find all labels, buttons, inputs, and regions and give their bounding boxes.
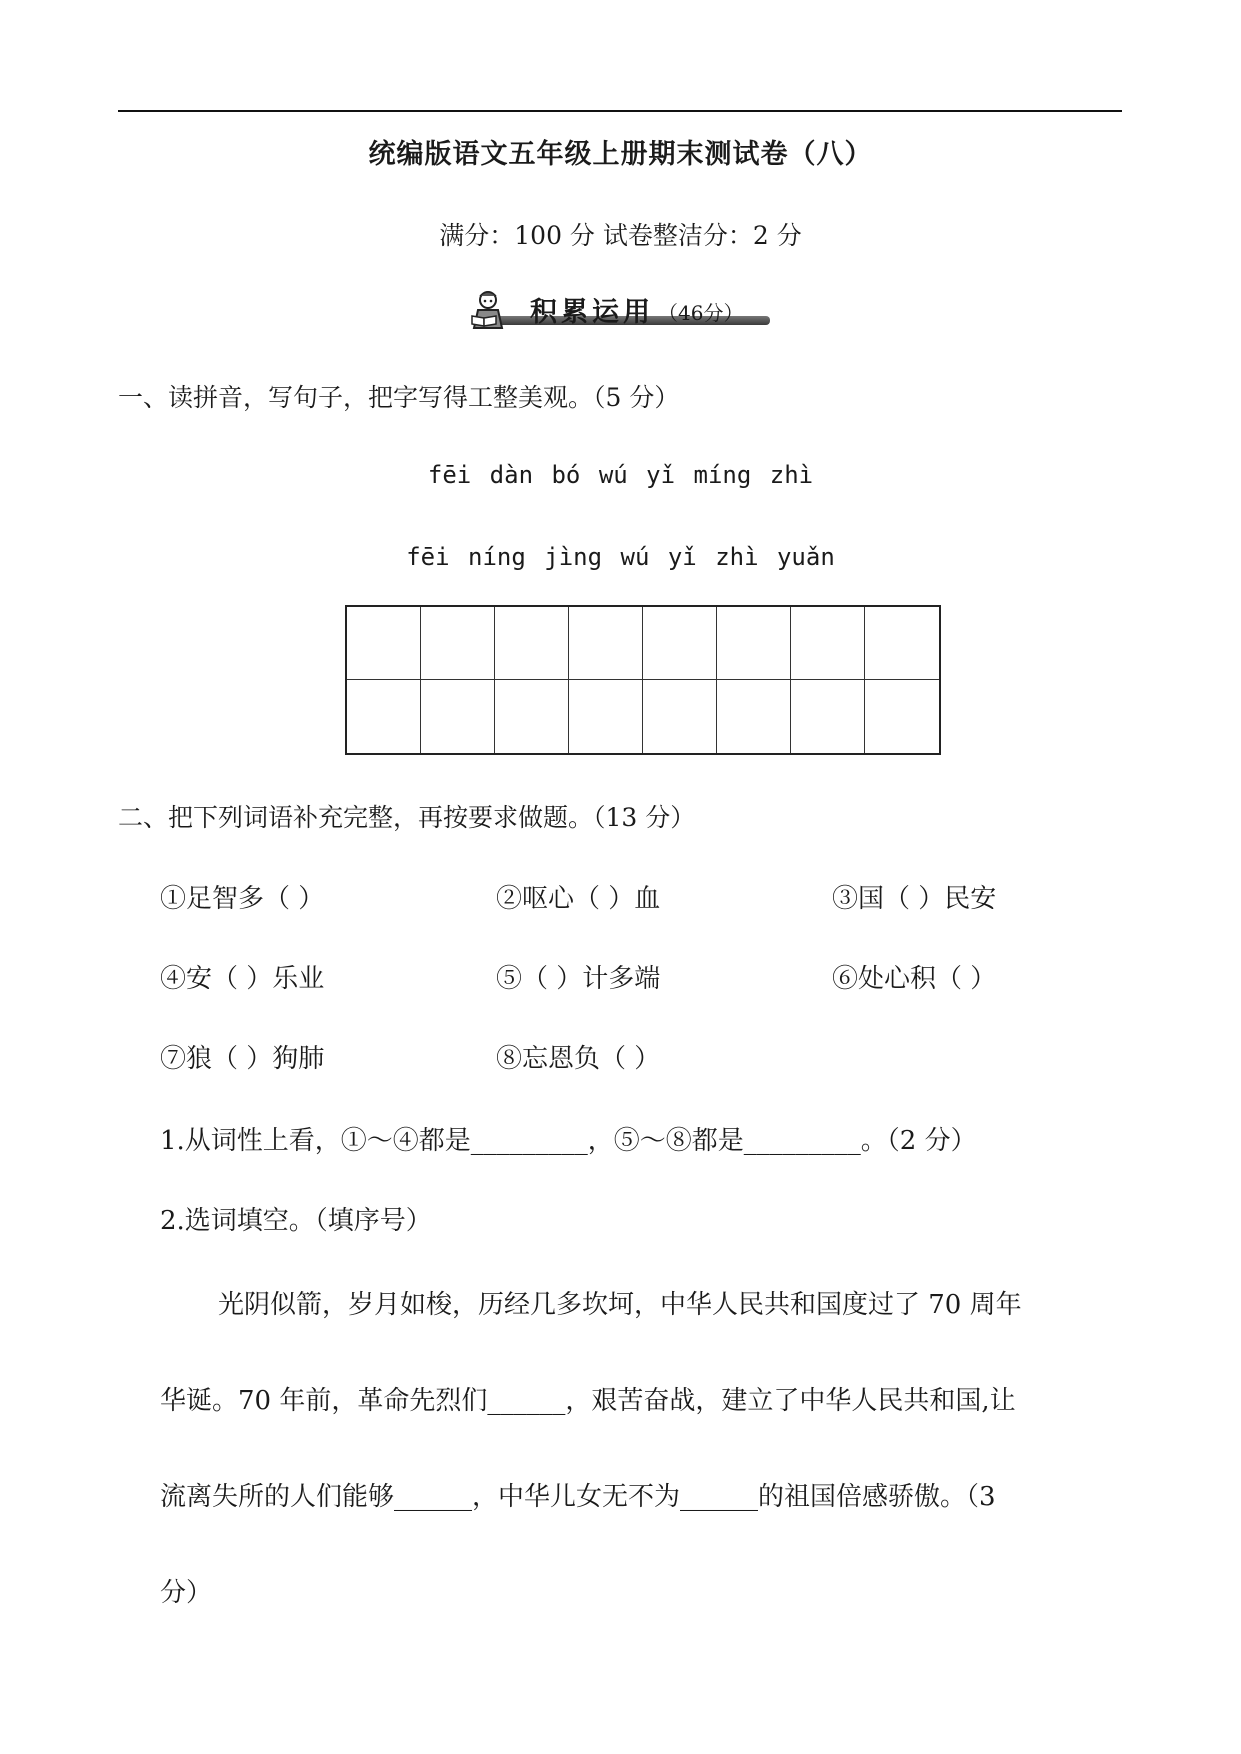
q2-sub-question-2: 2.选词填空。（填序号） — [160, 1206, 432, 1236]
idiom-item: ①足智多（ ） — [160, 884, 325, 914]
idiom-item: ②呕心（ ）血 — [496, 884, 661, 914]
grid-cell[interactable] — [643, 607, 717, 680]
passage-line: 光阴似箭，岁月如梭，历经几多坎坷，中华人民共和国度过了 70 周年 — [218, 1290, 1022, 1320]
grid-cell[interactable] — [717, 607, 791, 680]
exam-title: 统编版语文五年级上册期末测试卷（八） — [368, 139, 873, 170]
grid-cell[interactable] — [421, 680, 495, 753]
grid-cell[interactable] — [865, 680, 939, 753]
section-points: （46分） — [658, 301, 744, 325]
passage-line: 华诞。70 年前，革命先烈们______，艰苦奋战，建立了中华人民共和国,让 — [160, 1386, 1016, 1416]
idiom-item: ⑥处心积（ ） — [832, 964, 997, 994]
q1-heading: 一、读拼音，写句子，把字写得工整美观。（5 分） — [118, 383, 680, 412]
q2-heading: 二、把下列词语补充完整，再按要求做题。（13 分） — [118, 803, 696, 832]
passage-line: 流离失所的人们能够______，中华儿女无不为______的祖国倍感骄傲。（3 — [160, 1482, 996, 1512]
grid-cell[interactable] — [569, 607, 643, 680]
section-name: 积累运用 — [530, 297, 654, 328]
grid-cell[interactable] — [791, 607, 865, 680]
idiom-item: ④安（ ）乐业 — [160, 964, 325, 994]
grid-cell[interactable] — [865, 607, 939, 680]
grid-cell[interactable] — [791, 680, 865, 753]
idiom-item: ③国（ ）民安 — [832, 884, 997, 914]
grid-cell[interactable] — [643, 680, 717, 753]
grid-cell[interactable] — [569, 680, 643, 753]
q2-sub-question-1: 1.从词性上看，①～④都是_________，⑤～⑧都是_________。（2 分） — [160, 1126, 977, 1156]
writing-grid[interactable] — [345, 605, 941, 755]
top-rule — [118, 110, 1122, 112]
pinyin-line-2: fēi níng jìng wú yǐ zhì yuǎn — [406, 543, 835, 571]
grid-cell[interactable] — [347, 607, 421, 680]
idiom-item: ⑤（ ）计多端 — [496, 964, 661, 994]
grid-cell[interactable] — [495, 680, 569, 753]
idiom-item: ⑦狼（ ）狗肺 — [160, 1044, 325, 1074]
grid-cell[interactable] — [717, 680, 791, 753]
idiom-item: ⑧忘恩负（ ） — [496, 1044, 661, 1074]
grid-cell[interactable] — [495, 607, 569, 680]
section-banner — [462, 288, 782, 332]
pinyin-line-1: fēi dàn bó wú yǐ míng zhì — [427, 461, 814, 489]
child-reading-icon — [462, 288, 510, 332]
score-line: 满分：100 分 试卷整洁分：2 分 — [439, 221, 802, 250]
passage-line: 分） — [160, 1578, 213, 1608]
grid-cell[interactable] — [347, 680, 421, 753]
grid-cell[interactable] — [421, 607, 495, 680]
